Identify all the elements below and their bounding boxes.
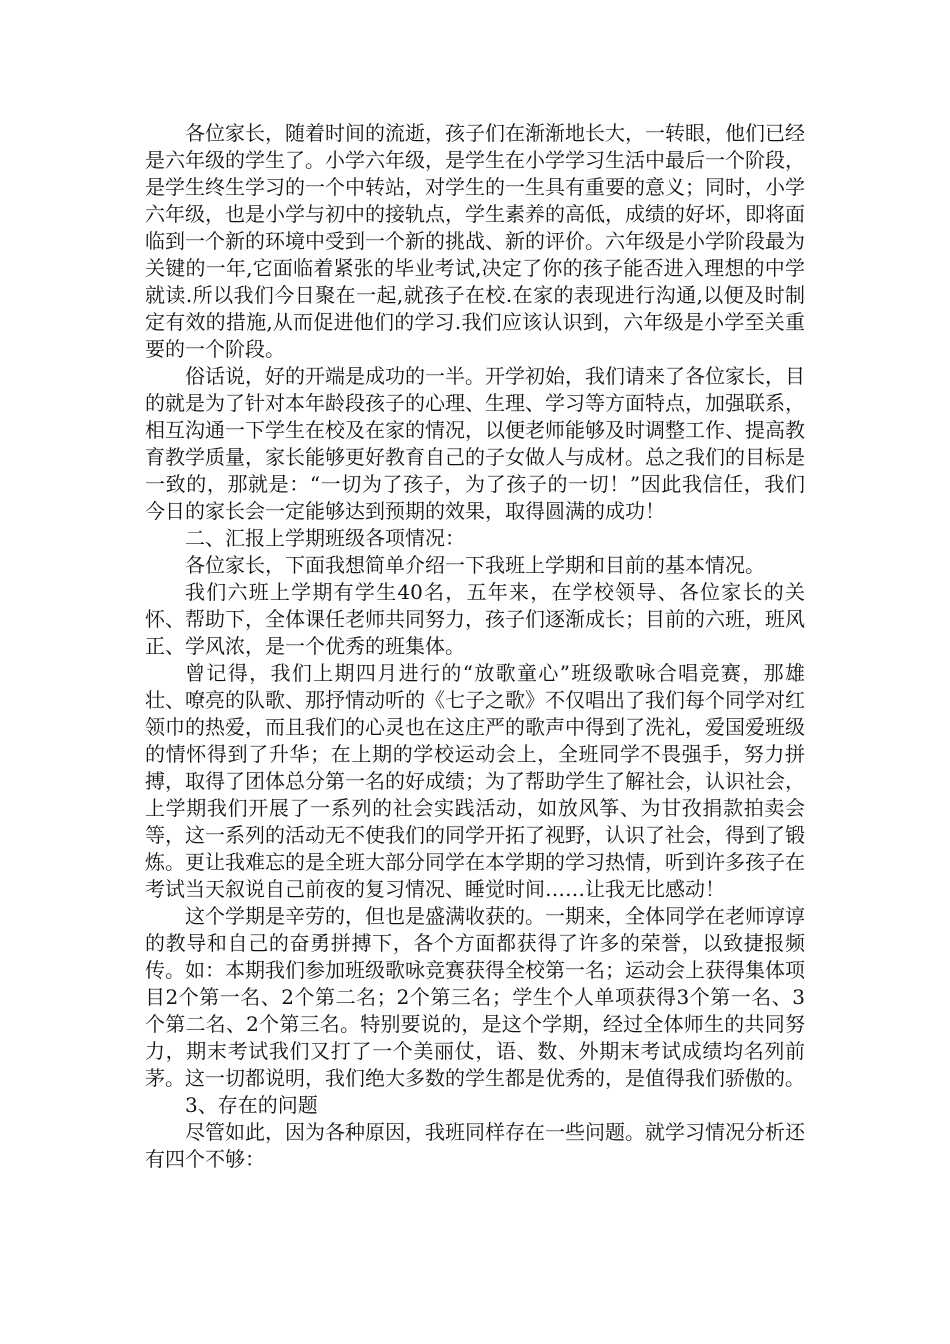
paragraph-achievements: 这个学期是辛劳的，但也是盛满收获的。一期来，全体同学在老师谆谆的教导和自己的奋勇拼搏下，各个方面都获得了许多的荣誉，以致捷报频传。如：本期我们参加班级歌咏竞赛获得全校第一名；运动会上获得集体项目2个第一名、2个第二名；2个第三名；学生个人单项获得3个第一名、3个第二名、2个第三名。特别要说的，是这个学期，经过全体师生的共同努力，期末考试我们又打了一个美丽仗，语、数、外期末考试成绩均名列前茅。这一切都说明，我们绝大多数的学生都是优秀的，是值得我们骄傲的。 [145,904,805,1090]
paragraph-overview: 各位家长，下面我想简单介绍一下我班上学期和目前的基本情况。 [185,553,765,577]
section-heading-problems: 3、存在的问题 [185,1093,318,1117]
paragraph-problems: 尽管如此，因为各种原因，我班同样存在一些问题。就学习情况分析还有四个不够： [145,1120,805,1171]
paragraph-proverb: 俗话说，好的开端是成功的一半。开学初始，我们请来了各位家长，目的就是为了针对本年龄段孩子的心理、生理、学习等方面特点，加强联系，相互沟通一下学生在校及在家的情况，以便老师能够及时调整工作、提高教育教学质量，家长能够更好教育自己的子女做人与成材。总之我们的目标是一致的，那就是：“一切为了孩子，为了孩子的一切！”因此我信任，我们今日的家长会一定能够达到预期的效果，取得圆满的成功！ [145,364,805,523]
paragraph-class-stats: 我们六班上学期有学生40名，五年来，在学校领导、各位家长的关怀、帮助下，全体课任老师共同努力，孩子们逐渐成长；目前的六班，班风正、学风浓，是一个优秀的班集体。 [145,580,805,658]
document-body [145,120,805,1173]
section-heading-report: 二、汇报上学期班级各项情况： [185,526,465,550]
paragraph-intro: 各位家长，随着时间的流逝，孩子们在渐渐地长大，一转眼，他们已经是六年级的学生了。小学六年级，是学生在小学学习生活中最后一个阶段，是学生终生学习的一个中转站，对学生的一生具有重要的意义；同时，小学六年级，也是小学与初中的接轨点，学生素养的高低，成绩的好坏，即将面临到一个新的环境中受到一个新的挑战、新的评价。六年级是小学阶段最为关键的一年,它面临着紧张的毕业考试,决定了你的孩子能否进入理想的中学就读.所以我们今日聚在一起,就孩子在校.在家的表现进行沟通,以便及时制定有效的措施,从而促进他们的学习.我们应该认识到，六年级是小学至关重要的一个阶段。 [145,121,805,361]
paragraph-activities: 曾记得，我们上期四月进行的“放歌童心”班级歌咏合唱竞赛，那雄壮、嘹亮的队歌、那抒情动听的《七子之歌》不仅唱出了我们每个同学对红领巾的热爱，而且我们的心灵也在这庄严的歌声中得到了洗礼，爱国爱班级的情怀得到了升华；在上期的学校运动会上，全班同学不畏强手，努力拼搏，取得了团体总分第一名的好成绩；为了帮助学生了解社会，认识社会，上学期我们开展了一系列的社会实践活动，如放风筝、为甘孜捐款拍卖会等，这一系列的活动无不使我们的同学开拓了视野，认识了社会，得到了锻炼。更让我难忘的是全班大部分同学在本学期的学习热情，听到许多孩子在考试当天叙说自己前夜的复习情况、睡觉时间……让我无比感动！ [145,661,805,901]
